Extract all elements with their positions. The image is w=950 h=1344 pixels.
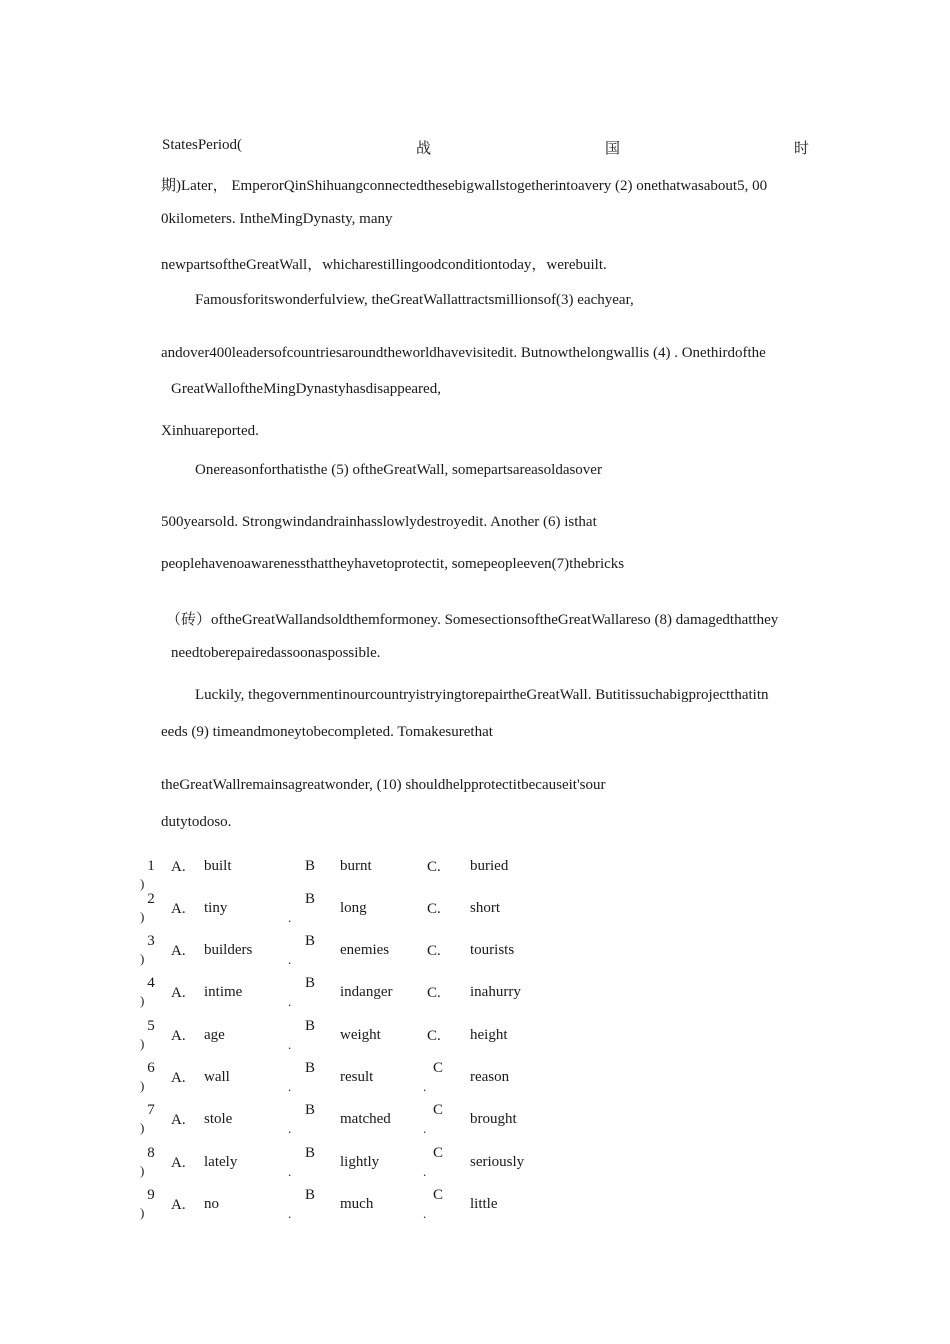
option-c-letter: C. — [427, 859, 441, 875]
passage-line-1-part-4: 时 — [793, 141, 809, 157]
option-c-dot: . — [423, 1079, 427, 1094]
passage-line-10: 500yearsold. Strongwindandrainhasslowlydestroyedit. Another (6) isthat — [161, 514, 597, 530]
option-b-letter: B — [305, 1145, 316, 1161]
question-paren: ) — [140, 909, 145, 924]
passage-line-4: newpartsoftheGreatWall，whicharestillingoodconditiontoday，werebuilt. — [161, 257, 607, 273]
passage-line-6: andover400leadersofcountriesaroundtheworldhavevisitedit. Butnowthelongwallis (4) . Onethirdofthe — [161, 345, 766, 361]
option-c-text[interactable]: short — [470, 900, 500, 916]
option-b-text[interactable]: burnt — [340, 858, 372, 874]
question-number: 6 — [147, 1060, 155, 1076]
passage-line-5: Famousforitswonderfulview, theGreatWallattractsmillionsof(3) eachyear, — [195, 292, 634, 308]
passage-line-3: 0kilometers. IntheMingDynasty, many — [161, 211, 393, 227]
option-c-letter: C. — [427, 943, 441, 959]
option-b-dot: . — [288, 1037, 292, 1052]
option-b-text[interactable]: result — [340, 1069, 374, 1085]
option-b-letter: B — [305, 1060, 316, 1076]
option-a-text[interactable]: stole — [204, 1111, 233, 1127]
passage-line-12: （砖）oftheGreatWallandsoldthemformoney. SomesectionsoftheGreatWallareso (8) damagedthatthey — [166, 612, 779, 628]
question-number: 3 — [147, 933, 155, 949]
passage-line-1-part-2: 战 — [415, 141, 431, 157]
option-b-dot: . — [288, 910, 292, 925]
option-c-text[interactable]: little — [470, 1196, 498, 1212]
option-a-text[interactable]: intime — [204, 984, 243, 1000]
option-a-letter: A. — [171, 985, 186, 1001]
passage-line-9: Onereasonforthatisthe (5) oftheGreatWall, somepartsareasoldasover — [195, 462, 602, 478]
question-paren: ) — [140, 1036, 145, 1051]
passage-line-1 — [162, 137, 809, 158]
passage-line-13: needtoberepairedassoonaspossible. — [171, 645, 381, 661]
option-a-letter: A. — [171, 1070, 186, 1086]
option-b-letter: B — [305, 975, 316, 991]
option-c-text[interactable]: height — [470, 1027, 508, 1043]
option-c-letter: C — [433, 1187, 444, 1203]
option-b-letter: B — [305, 891, 316, 907]
option-b-dot: . — [288, 952, 292, 967]
option-b-text[interactable]: indanger — [340, 984, 393, 1000]
option-a-letter: A. — [171, 901, 186, 917]
option-b-text[interactable]: lightly — [340, 1154, 380, 1170]
option-c-text[interactable]: brought — [470, 1111, 517, 1127]
option-c-text[interactable]: buried — [470, 858, 509, 874]
option-b-text[interactable]: long — [340, 900, 367, 916]
question-number: 4 — [147, 975, 155, 991]
passage-line-15: eeds (9) timeandmoneytobecompleted. Tomakesurethat — [161, 724, 493, 740]
option-b-letter: B — [305, 1018, 316, 1034]
option-c-dot: . — [423, 1164, 427, 1179]
option-b-dot: . — [288, 994, 292, 1009]
option-a-letter: A. — [171, 859, 186, 875]
option-b-dot: . — [288, 1206, 292, 1221]
question-number: 8 — [147, 1145, 155, 1161]
option-c-text[interactable]: inahurry — [470, 984, 521, 1000]
option-a-letter: A. — [171, 1197, 186, 1213]
passage-line-11: peoplehavenoawarenessthattheyhavetoprotectit, somepeopleeven(7)thebricks — [161, 556, 625, 572]
option-b-letter: B — [305, 858, 316, 874]
option-b-letter: B — [305, 1102, 316, 1118]
option-a-letter: A. — [171, 1028, 186, 1044]
question-number: 1 — [147, 858, 155, 874]
option-b-dot: . — [288, 1121, 292, 1136]
question-paren: ) — [140, 1163, 145, 1178]
option-a-text[interactable]: lately — [204, 1154, 238, 1170]
question-paren: ) — [140, 951, 145, 966]
option-a-text[interactable]: built — [204, 858, 232, 874]
option-a-letter: A. — [171, 1155, 186, 1171]
option-c-dot: . — [423, 1121, 427, 1136]
option-b-dot: . — [288, 1079, 292, 1094]
passage-line-2: 期)Later， EmperorQinShihuangconnectedthesebigwallstogetherintoavery (2) onethatwasabout5, 00 — [161, 178, 768, 194]
option-a-letter: A. — [171, 943, 186, 959]
option-c-letter: C. — [427, 985, 441, 1001]
option-a-text[interactable]: tiny — [204, 900, 228, 916]
passage-line-1-part-3: 国 — [604, 141, 620, 157]
option-b-dot: . — [288, 1164, 292, 1179]
question-paren: ) — [140, 1078, 145, 1093]
passage-line-17: dutytodoso. — [161, 814, 232, 830]
option-b-text[interactable]: much — [340, 1196, 374, 1212]
question-paren: ) — [140, 1120, 145, 1135]
question-number: 9 — [147, 1187, 155, 1203]
option-a-letter: A. — [171, 1112, 186, 1128]
option-c-letter: C. — [427, 1028, 441, 1044]
option-a-text[interactable]: no — [204, 1196, 219, 1212]
option-b-letter: B — [305, 933, 316, 949]
passage-line-16: theGreatWallremainsagreatwonder, (10) shouldhelpprotectitbecauseit'sour — [161, 777, 606, 793]
option-b-text[interactable]: weight — [340, 1027, 381, 1043]
option-a-text[interactable]: builders — [204, 942, 253, 958]
passage-line-8: Xinhuareported. — [161, 423, 259, 439]
option-c-letter: C — [433, 1060, 444, 1076]
option-a-text[interactable]: age — [204, 1027, 225, 1043]
question-paren: ) — [140, 993, 145, 1008]
option-c-text[interactable]: reason — [470, 1069, 510, 1085]
option-c-letter: C — [433, 1145, 444, 1161]
question-number: 2 — [147, 891, 155, 907]
question-paren: ) — [140, 876, 145, 891]
option-c-dot: . — [423, 1206, 427, 1221]
passage-line-1-part-1: StatesPeriod( — [162, 137, 242, 153]
option-c-letter: C — [433, 1102, 444, 1118]
option-c-text[interactable]: seriously — [470, 1154, 525, 1170]
option-b-letter: B — [305, 1187, 316, 1203]
option-b-text[interactable]: matched — [340, 1111, 391, 1127]
passage-line-14: Luckily, thegovernmentinourcountryistryingtorepairtheGreatWall. Butitissuchabigprojectthatitn — [195, 687, 769, 703]
option-b-text[interactable]: enemies — [340, 942, 390, 958]
option-c-letter: C. — [427, 901, 441, 917]
question-number: 5 — [147, 1018, 155, 1034]
question-number: 7 — [147, 1102, 155, 1118]
question-paren: ) — [140, 1205, 145, 1220]
option-a-text[interactable]: wall — [204, 1069, 230, 1085]
option-c-text[interactable]: tourists — [470, 942, 515, 958]
passage-line-7: GreatWalloftheMingDynastyhasdisappeared, — [171, 381, 441, 397]
